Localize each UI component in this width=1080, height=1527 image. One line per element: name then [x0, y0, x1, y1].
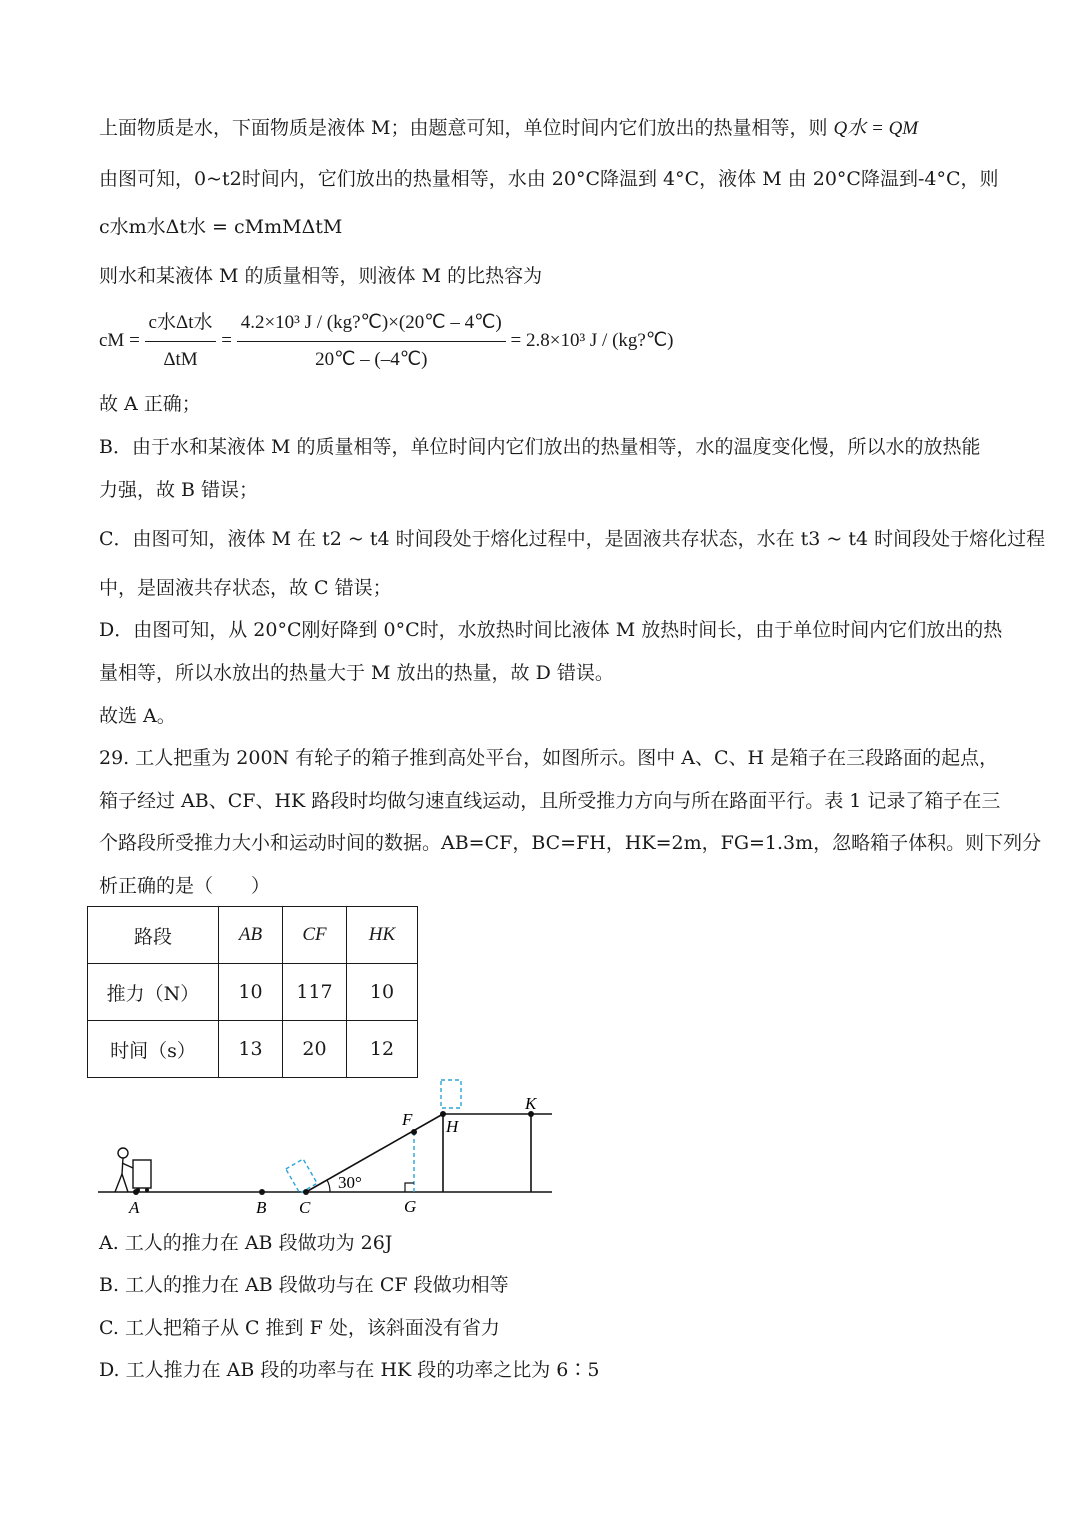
explanation-c-line-1: C．由图可知，液体 M 在 t2 ~ t4 时间段处于熔化过程中，是固液共存状态，水在 t3 ~ t4 时间段处于熔化过程: [99, 528, 1046, 550]
point-f: [411, 1129, 417, 1135]
solution-line-1: 上面物质是水，下面物质是液体 M；由题意可知，单位时间内它们放出的热量相等，则 Q水 = QM: [99, 117, 919, 139]
label-g: G: [404, 1197, 417, 1216]
point-a: [133, 1189, 139, 1195]
table-cell: 推力（N）: [88, 964, 219, 1021]
question-29-line-4: 析正确的是（ ）: [99, 875, 271, 897]
table-row: [88, 964, 418, 1021]
specific-heat-formula: cM = $\frac{\text{c水Δt水}}{\text{ΔtM}}$ = $\frac{\text{4.2×10³ J / (kg?℃)×(20℃ – 4℃)}}{20℃ - (-4℃)}$ = 2.8×10³ J / (kg?℃): [99, 307, 674, 376]
worker-figure: [115, 1148, 133, 1192]
answer-line: 故选 A。: [99, 705, 176, 727]
heat-balance-equation: c水m水Δt水 = cMmMΔtM: [99, 216, 343, 238]
label-a: A: [129, 1198, 140, 1217]
label-f: F: [402, 1110, 413, 1129]
explanation-b-line-2: 力强，故 B 错误；: [99, 479, 259, 501]
label-k: K: [525, 1094, 537, 1113]
label-b: B: [256, 1198, 267, 1217]
explanation-d-line-2: 量相等，所以水放出的热量大于 M 放出的热量，故 D 错误。: [99, 662, 614, 684]
ramp-diagram: [0, 1075, 600, 1225]
right-angle-marker: [405, 1183, 414, 1192]
table-cell: 20: [283, 1021, 347, 1078]
data-table: [87, 906, 418, 1078]
formula-fraction-2: [237, 307, 506, 376]
table-cell: 10: [347, 964, 418, 1021]
solution-line-5: 故 A 正确；: [99, 393, 201, 415]
table-cell: 117: [283, 964, 347, 1021]
table-cell: 13: [219, 1021, 283, 1078]
point-c: [303, 1189, 309, 1195]
option-d: D. 工人推力在 AB 段的功率与在 HK 段的功率之比为 6∶5: [99, 1359, 600, 1381]
option-c: C. 工人把箱子从 C 推到 F 处，该斜面没有省力: [99, 1317, 500, 1339]
explanation-c-line-2: 中，是固液共存状态，故 C 错误；: [99, 577, 392, 599]
label-h: H: [446, 1117, 459, 1136]
solution-line-2: 由图可知，0~t2时间内，它们放出的热量相等，水由 20°C降温到 4°C，液体 M 由 20°C降温到-4°C，则: [99, 168, 999, 190]
table-header-cell: CF: [283, 907, 347, 964]
question-29-line-1: 29. 工人把重为 200N 有轮子的箱子推到高处平台，如图所示。图中 A、C、H 是箱子在三段路面的起点，: [99, 747, 999, 769]
box-wheel-icon: [145, 1188, 149, 1192]
table-header-row: [88, 907, 418, 964]
box-at-h-dashed: [441, 1080, 461, 1108]
explanation-d-line-1: D．由图可知，从 20°C刚好降到 0°C时，水放热时间比液体 M 放热时间长，由于单位时间内它们放出的热: [99, 619, 1003, 641]
question-29-line-2: 箱子经过 AB、CF、HK 路段时均做匀速直线运动，且所受推力方向与所在路面平行。表 1 记录了箱子在三: [99, 790, 1001, 812]
table-cell: 10: [219, 964, 283, 1021]
formula-lhs: cM =: [99, 329, 140, 351]
formula-den-1: ΔtM: [163, 349, 198, 370]
explanation-b-line-1: B．由于水和某液体 M 的质量相等，单位时间内它们放出的热量相等，水的温度变化慢，所以水的放热能: [99, 436, 981, 458]
angle-label: 30°: [338, 1173, 362, 1192]
formula-den-2: 20℃ – (–4℃): [315, 349, 428, 370]
table-header-cell: 路段: [88, 907, 219, 964]
table-cell: 时间（s）: [88, 1021, 219, 1078]
option-a: A. 工人的推力在 AB 段做功为 26J: [99, 1232, 393, 1254]
option-b: B. 工人的推力在 AB 段做功与在 CF 段做功相等: [99, 1274, 509, 1296]
question-29-line-3: 个路段所受推力大小和运动时间的数据。AB=CF，BC=FH，HK=2m，FG=1.3m，忽略箱子体积。则下列分: [99, 832, 1042, 854]
formula-rhs: = 2.8×10³ J / (kg?℃): [510, 329, 674, 351]
table-row: [88, 1021, 418, 1078]
label-c: C: [299, 1198, 311, 1217]
formula-num-2: 4.2×10³ J / (kg?℃)×(20℃ – 4℃): [237, 307, 506, 342]
box-at-a: [133, 1160, 151, 1188]
angle-arc: [327, 1180, 330, 1192]
table-cell: 12: [347, 1021, 418, 1078]
solution-line-4: 则水和某液体 M 的质量相等，则液体 M 的比热容为: [99, 265, 543, 287]
formula-fraction-1: [145, 307, 217, 376]
point-b: [259, 1189, 265, 1195]
heat-equation: Q水 = QM: [833, 118, 919, 139]
table-header-cell: HK: [347, 907, 418, 964]
table-header-cell: AB: [219, 907, 283, 964]
formula-num-1: c水Δt水: [145, 307, 217, 342]
